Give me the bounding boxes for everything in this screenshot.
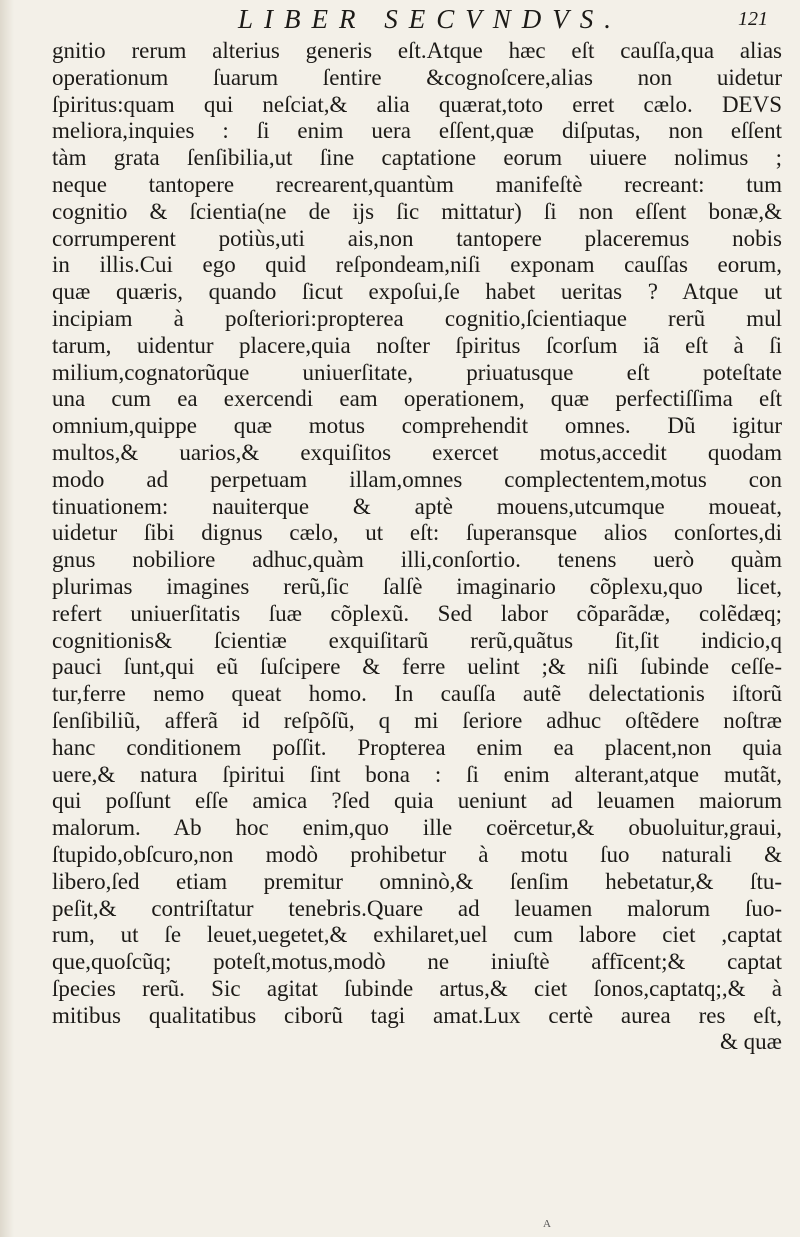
text-line: uere,& natura ſpiritui ſint bona : ſi enim alterant,atque mutãt, [52, 761, 782, 787]
text-line: & quæ [720, 1029, 782, 1055]
text-line: una cum ea exercendi eam operationem, quæ perfectiſſima eſt [52, 386, 782, 412]
text-line: corrumperent potiùs,uti ais,non tantopere placeremus nobis [52, 225, 782, 251]
text-line: refert uniuerſitatis ſuæ cõplexũ. Sed labor cõparãdæ, colẽdæq; [52, 600, 782, 626]
text-line: meliora,inquies : ſi enim uera eſſent,quæ diſputas, non eſſent [52, 118, 782, 144]
page-number: 121 [738, 8, 768, 30]
text-line: tinuationem: nauiterque & aptè mouens,utcumque moueat, [52, 493, 782, 519]
text-line: ſtupido,obſcuro,non modò prohibetur à motu ſuo naturali & [52, 841, 782, 867]
text-line: ſenſibiliũ, afferã id reſpõſũ, q mi ſeriore adhuc oſtẽdere noſtræ [52, 707, 782, 733]
text-line: multos,& uarios,& exquiſitos exercet motus,accedit quodam [52, 439, 782, 465]
text-line: incipiam à poſteriori:propterea cognitio,ſcientiaque rerũ mul [52, 305, 782, 331]
text-line: quæ quæris, quando ſicut expoſui,ſe habet ueritas ? Atque ut [52, 279, 782, 305]
text-line: hanc conditionem poſſit. Propterea enim ea placent,non quia [52, 734, 782, 760]
text-line: rum, ut ſe leuet,uegetet,& exhilaret,uel cum labore ciet ,captat [52, 922, 782, 948]
text-line: peſit,& contriſtatur tenebris.Quare ad leuamen malorum ſuo- [52, 895, 782, 921]
text-line: modo ad perpetuam illam,omnes complectentem,motus con [52, 466, 782, 492]
page-header [70, 4, 780, 38]
text-line: tarum, uidentur placere,quia noſter ſpiritus ſcorſum iã eſt à ſi [52, 332, 782, 358]
text-line: in illis.Cui ego quid reſpondeam,niſi exponam cauſſas eorum, [52, 252, 782, 278]
text-line: plurimas imagines rerũ,ſic ſalſè imaginario cõplexu,quo licet, [52, 573, 782, 599]
text-line: mitibus qualitatibus ciborũ tagi amat.Lux certè aurea res eſt, [52, 1002, 782, 1028]
text-line: tàm grata ſenſibilia,ut ſine captatione eorum uiuere nolimus ; [52, 145, 782, 171]
text-line: gnus nobiliore adhuc,quàm illi,conſortio. tenens uerò quàm [52, 547, 782, 573]
text-line: qui poſſunt eſſe amica ?ſed quia ueniunt ad leuamen maiorum [52, 788, 782, 814]
text-line: milium,cognatorũque uniuerſitate, priuatusque eſt poteſtate [52, 359, 782, 385]
text-line: uidetur ſibi dignus cælo, ut eſt: ſuperansque alios conſortes,di [52, 520, 782, 546]
text-line: ſpiritus:quam qui neſciat,& alia quærat,toto erret cælo. DEVS [52, 91, 782, 117]
text-line: cognitio & ſcientia(ne de ijs ſic mittatur) ſi non eſſent bonæ,& [52, 198, 782, 224]
text-line: omnium,quippe quæ motus comprehendit omnes. Dũ igitur [52, 413, 782, 439]
text-line: libero,ſed etiam premitur omninò,& ſenſim hebetatur,& ſtu- [52, 868, 782, 894]
text-line: que,quoſcũq; poteſt,motus,modò ne iniuſtè affīcent;& captat [52, 949, 782, 975]
running-title: LIBER SECVNDVS. [238, 4, 622, 34]
gutter-shadow [0, 0, 14, 1237]
text-line: ſpecies rerũ. Sic agitat ſubinde artus,& ciet ſonos,captatq;,& à [52, 975, 782, 1001]
text-line: neque tantopere recrearent,quantùm manifeſtè recreant: tum [52, 171, 782, 197]
text-line: malorum. Ab hoc enim,quo ille coërcetur,& obuoluitur,graui, [52, 815, 782, 841]
text-line: gnitio rerum alterius generis eſt.Atque hæc eſt cauſſa,qua alias [52, 38, 782, 63]
text-line: cognitionis& ſcientiæ exquiſitarũ rerũ,quãtus ſit,ſit indicio,q [52, 627, 782, 653]
body-text [52, 38, 782, 1056]
text-line: pauci ſunt,qui eũ ſuſcipere & ferre uelint ;& niſi ſubinde ceſſe- [52, 654, 782, 680]
signature-mark: A [543, 1218, 551, 1230]
text-line: operationum ſuarum ſentire &cognoſcere,alias non uidetur [52, 64, 782, 90]
text-line: tur,ferre nemo queat homo. In cauſſa autẽ delectationis iſtorũ [52, 681, 782, 707]
